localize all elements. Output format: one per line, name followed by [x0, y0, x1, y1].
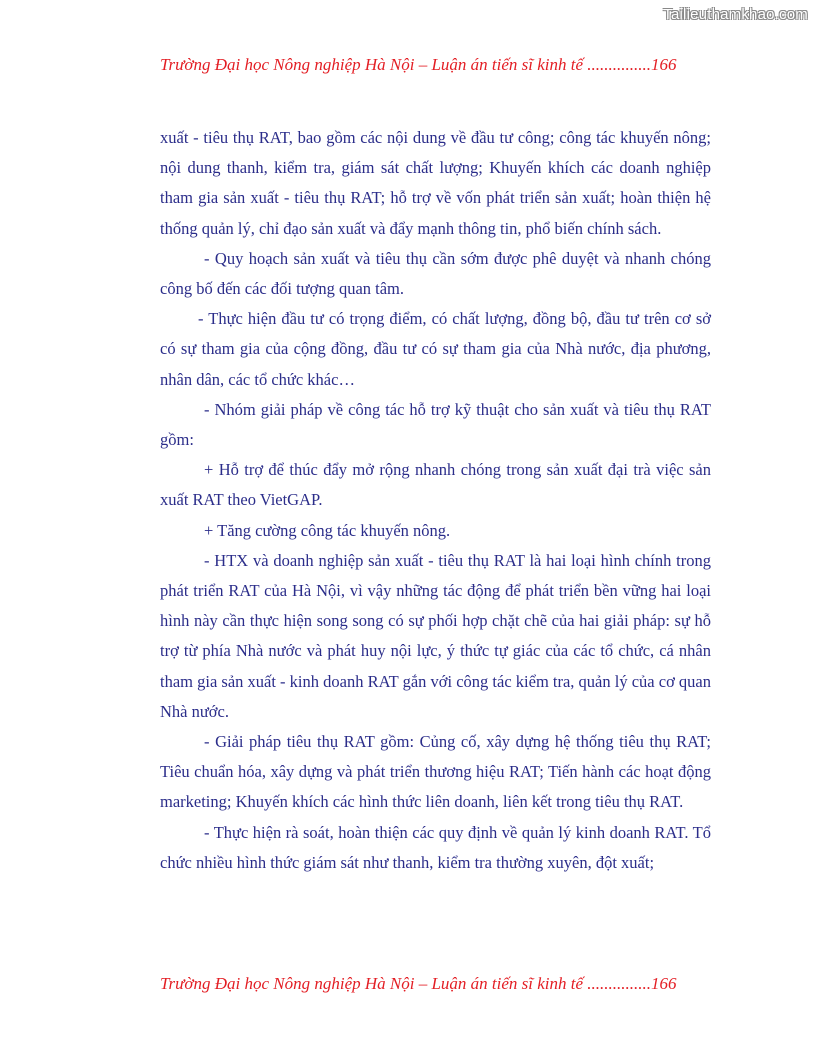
paragraph: + Tăng cường công tác khuyến nông. [204, 520, 451, 540]
watermark-text: Tailieuthamkhao.com [663, 6, 808, 23]
paragraph: + Hỗ trợ để thúc đẩy mở rộng nhanh chóng trong sản xuất đại trà việc sản xuất RAT theo VietGAP. [160, 460, 711, 510]
paragraph: xuất - tiêu thụ RAT, bao gồm các nội dung về đầu tư công; công tác khuyến nông; nội dung thanh, kiểm tra, giám sát chất lượng; Khuyến khích các doanh nghiệp tham gia sản xuất - tiêu thụ RAT; hỗ trợ về vốn phát triển sản xuất; hoàn thiện hệ thống quản lý, chỉ đạo sản xuất và đẩy mạnh thông tin, phổ biến chính sách. [160, 128, 711, 238]
paragraph: - Quy hoạch sản xuất và tiêu thụ cần sớm được phê duyệt và nhanh chóng công bố đến các đối tượng quan tâm. [160, 248, 711, 299]
paragraph: - HTX và doanh nghiệp sản xuất - tiêu thụ RAT là hai loại hình chính trong phát triển RAT của Hà Nội, vì vậy những tác động để phát triển bền vững hai loại hình này cần thực hiện song song có sự phối hợp chặt chẽ của hai giải pháp: sự hỗ trợ từ phía Nhà nước và phát huy nội lực, ý thức tự giác của các tổ chức, cá nhân tham gia sản xuất - kinh doanh RAT gắn với công tác kiểm tra, quản lý của cơ quan Nhà nước. [160, 550, 711, 721]
page-footer: Trường Đại học Nông nghiệp Hà Nội – Luận án tiến sĩ kinh tế ...............166 [160, 974, 677, 993]
paragraph: - Nhóm giải pháp về công tác hỗ trợ kỹ thuật cho sản xuất và tiêu thụ RAT gồm: [160, 399, 711, 450]
paragraph: - Thực hiện đầu tư có trọng điểm, có chất lượng, đồng bộ, đầu tư trên cơ sở có sự tham gia của cộng đồng, đầu tư có sự tham gia của Nhà nước, địa phương, nhân dân, các tổ chức khác… [160, 309, 711, 389]
paragraph: - Giải pháp tiêu thụ RAT gồm: Củng cố, xây dựng hệ thống tiêu thụ RAT; Tiêu chuẩn hóa, xây dựng và phát triển thương hiệu RAT; Tiến hành các hoạt động marketing; Khuyến khích các hình thức liên doanh, liên kết trong tiêu thụ RAT. [160, 732, 711, 812]
paragraph: - Thực hiện rà soát, hoàn thiện các quy định về quản lý kinh doanh RAT. Tổ chức nhiều hình thức giám sát như thanh, kiểm tra thường xuyên, đột xuất; [160, 822, 711, 872]
document-body [160, 123, 711, 878]
page-header: Trường Đại học Nông nghiệp Hà Nội – Luận án tiến sĩ kinh tế ...............166 [160, 55, 677, 74]
